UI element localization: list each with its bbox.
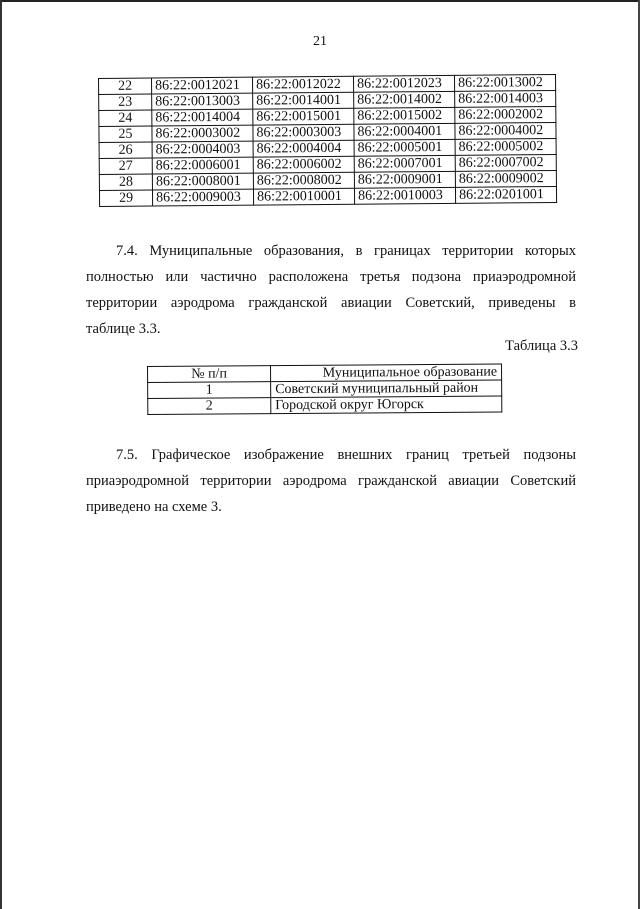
cadastral-number-cell: 86:22:0003002 [152,125,253,142]
section-7-4-line: таблице 3.3. [86,321,161,337]
row-number: 22 [99,78,152,94]
cadastral-number-cell: 86:22:0009002 [455,171,556,188]
section-7-4-line: территории аэродрома гражданской авиации Советский, приведены в [86,295,576,311]
cadastral-number-cell: 86:22:0004002 [455,123,556,140]
row-number: 25 [99,126,152,142]
municipalities-table-header [148,364,502,382]
header-number: № п/п [148,366,271,383]
cadastral-number-cell: 86:22:0015002 [354,107,455,124]
section-7-5-line: приаэродромной территории аэродрома гражданской авиации Советский [86,473,576,489]
cadastral-number-cell: 86:22:0012023 [353,75,454,92]
cadastral-number-cell: 86:22:0006001 [152,157,253,174]
row-number: 23 [99,94,152,110]
cadastral-number-cell: 86:22:0014004 [152,109,253,126]
cadastral-number-cell: 86:22:0014002 [354,91,455,108]
section-7-5-line: 7.5. Графическое изображение внешних границ третьей подзоны [116,447,576,463]
header-municipality: Муниципальное образование [271,364,502,382]
cadastral-number-cell: 86:22:0005001 [354,139,455,156]
section-7-4-line: полностью или частично расположена третья подзона приаэродромной [86,269,576,285]
cadastral-number-cell: 86:22:0007002 [455,155,556,172]
table-row [148,396,502,414]
cadastral-number-cell: 86:22:0012021 [152,77,253,94]
cadastral-number-cell: 86:22:0014003 [455,91,556,108]
row-number: 1 [148,382,271,399]
cadastral-number-cell: 86:22:0003003 [253,124,354,141]
page-number: 21 [313,34,327,49]
cadastral-number-cell: 86:22:0005002 [455,139,556,156]
table-caption: Таблица 3.3 [505,338,578,354]
cadastral-number-cell: 86:22:0008002 [253,172,354,189]
cadastral-number-cell: 86:22:0013002 [454,75,555,92]
cadastral-number-cell: 86:22:0010003 [354,187,455,204]
row-municipality: Советский муниципальный район [271,380,502,398]
municipalities-table [147,364,502,415]
row-number: 24 [99,110,152,126]
row-municipality: Городской округ Югорск [271,396,502,414]
cadastral-number-cell: 86:22:0009001 [354,171,455,188]
row-number: 26 [99,142,152,158]
cadastral-number-cell: 86:22:0006002 [253,156,354,173]
scan-edge-left [0,0,2,909]
cadastral-number-cell: 86:22:0014001 [253,92,354,109]
cadastral-number-cell: 86:22:0013003 [152,93,253,110]
cadastral-number-cell: 86:22:0008001 [152,173,253,190]
row-number: 28 [99,174,152,190]
row-number: 27 [99,158,152,174]
cadastral-number-cell: 86:22:0010001 [253,188,354,205]
cadastral-blocks-table [98,74,557,207]
row-number: 2 [148,398,271,415]
section-7-5-line: приведено на схеме 3. [86,499,222,515]
cadastral-number-cell: 86:22:0015001 [253,108,354,125]
cadastral-number-cell: 86:22:0002002 [455,107,556,124]
section-7-4-line: 7.4. Муниципальные образования, в границах территории которых [116,243,576,259]
cadastral-number-cell: 86:22:0004001 [354,123,455,140]
cadastral-number-cell: 86:22:0012022 [252,76,353,93]
section-7-4-paragraph [86,238,576,342]
cadastral-number-cell: 86:22:0009003 [152,189,253,206]
table-row [148,380,502,398]
cadastral-number-cell: 86:22:0201001 [455,187,556,204]
table-row [99,187,556,207]
scan-edge-top [0,0,640,2]
cadastral-number-cell: 86:22:0004004 [253,140,354,157]
cadastral-number-cell: 86:22:0007001 [354,155,455,172]
cadastral-blocks-table-body [99,75,557,207]
section-7-5-paragraph [86,442,576,520]
cadastral-number-cell: 86:22:0004003 [152,141,253,158]
row-number: 29 [99,190,152,206]
